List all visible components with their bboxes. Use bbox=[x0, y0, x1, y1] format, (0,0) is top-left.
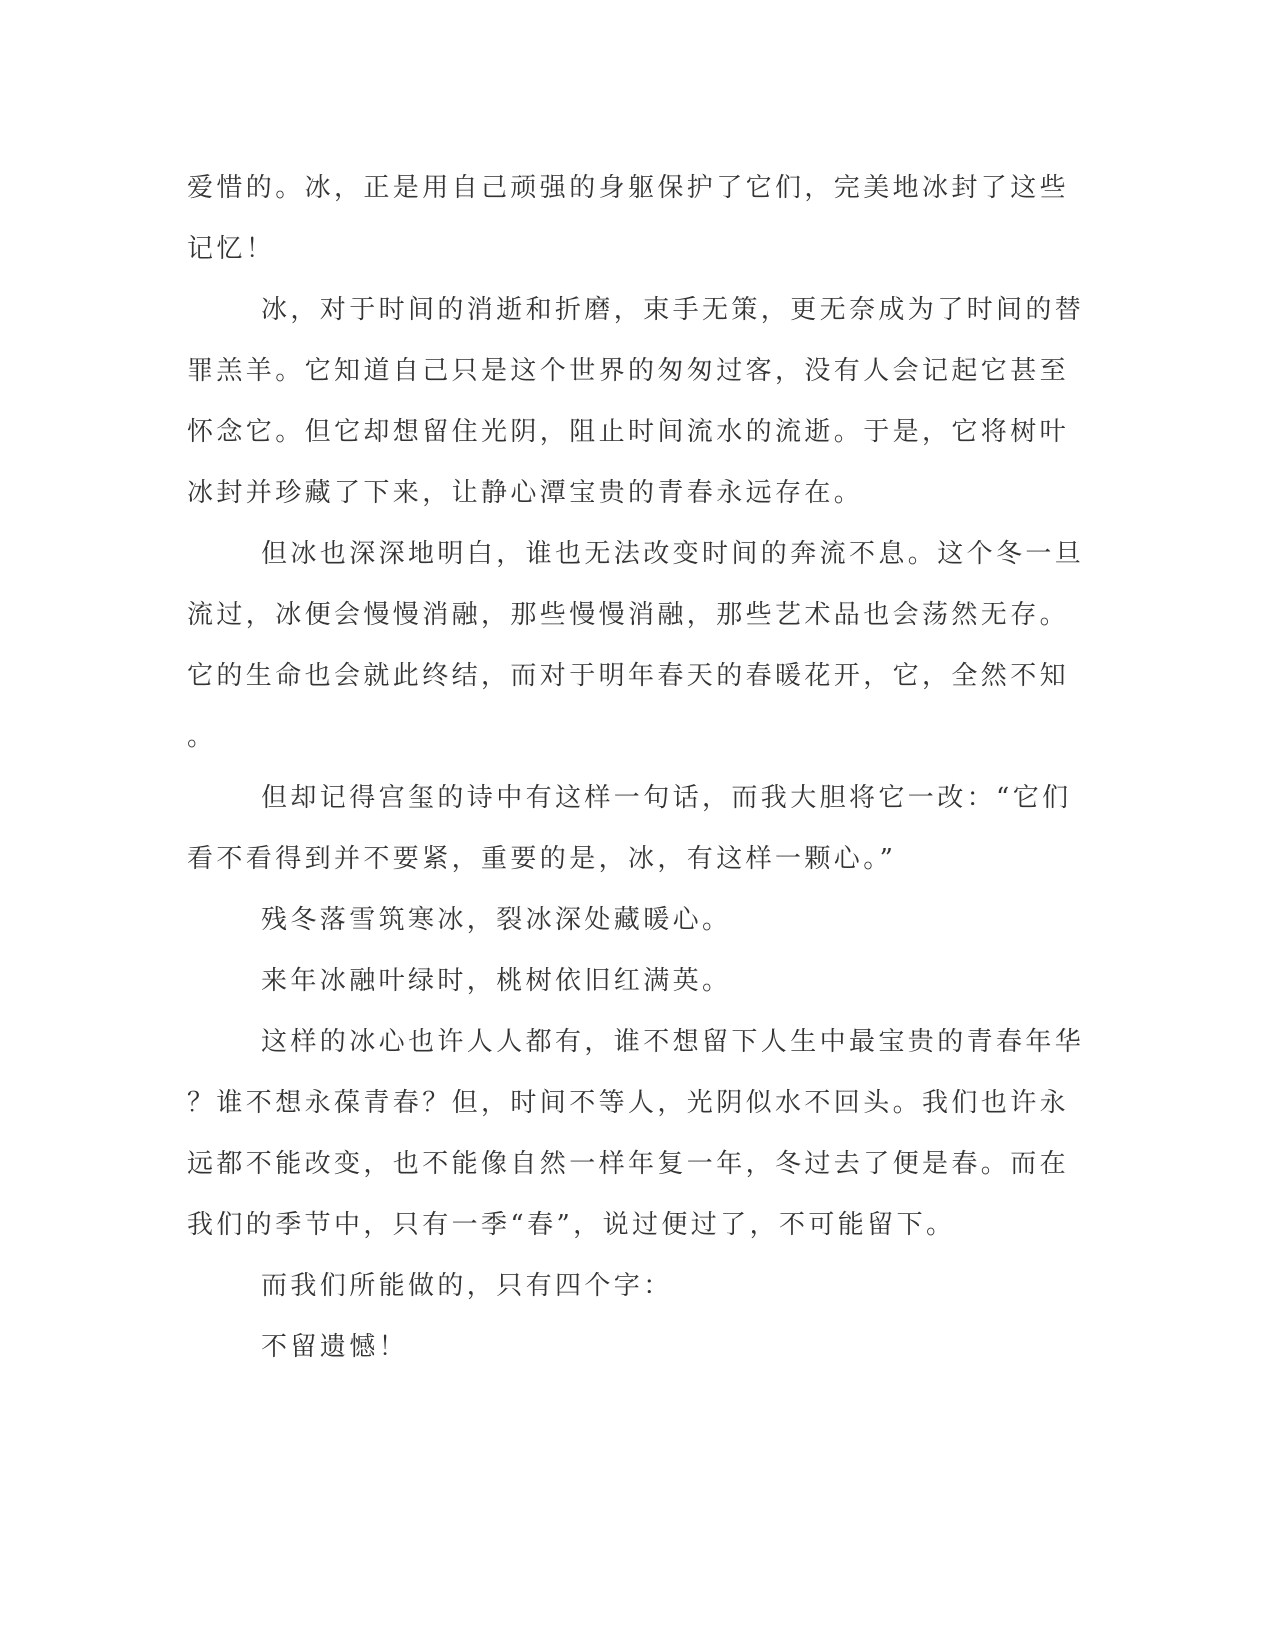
text-line: 远都不能改变，也不能像自然一样年复一年，冬过去了便是春。而在 bbox=[187, 1149, 1070, 1179]
text-line: 而我们所能做的，只有四个字： bbox=[261, 1271, 673, 1301]
text-line: 冰封并珍藏了下来，让静心潭宝贵的青春永远存在。 bbox=[187, 478, 864, 508]
poem-line: 来年冰融叶绿时，桃树依旧红满英。 bbox=[261, 966, 732, 996]
text-line: 罪羔羊。它知道自己只是这个世界的匆匆过客，没有人会记起它甚至 bbox=[187, 356, 1070, 386]
text-line: 这样的冰心也许人人都有，谁不想留下人生中最宝贵的青春年华 bbox=[261, 1027, 1085, 1057]
poem-line: 残冬落雪筑寒冰，裂冰深处藏暖心。 bbox=[261, 905, 732, 935]
text-line: 怀念它。但它却想留住光阴，阻止时间流水的流逝。于是，它将树叶 bbox=[187, 417, 1070, 447]
text-line: 。 bbox=[187, 722, 217, 752]
body-text bbox=[187, 158, 1085, 1378]
text-line: 我们的季节中，只有一季“春”，说过便过了，不可能留下。 bbox=[187, 1210, 956, 1240]
text-line: 不留遗憾！ bbox=[261, 1332, 409, 1362]
text-line: ？谁不想永葆青春？但，时间不等人，光阴似水不回头。我们也许永 bbox=[187, 1088, 1070, 1118]
text-line: 流过，冰便会慢慢消融，那些慢慢消融，那些艺术品也会荡然无存。 bbox=[187, 600, 1070, 630]
text-line: 记忆！ bbox=[187, 234, 276, 264]
text-line: 但冰也深深地明白，谁也无法改变时间的奔流不息。这个冬一旦 bbox=[261, 539, 1085, 569]
text-line: 看不看得到并不要紧，重要的是，冰，有这样一颗心。” bbox=[187, 844, 897, 874]
text-line: 但却记得宫玺的诗中有这样一句话，而我大胆将它一改：“它们 bbox=[261, 783, 1072, 813]
text-line: 冰，对于时间的消逝和折磨，束手无策，更无奈成为了时间的替 bbox=[261, 295, 1085, 325]
text-line: 它的生命也会就此终结，而对于明年春天的春暖花开，它，全然不知 bbox=[187, 661, 1070, 691]
text-line: 爱惜的。冰，正是用自己顽强的身躯保护了它们，完美地冰封了这些 bbox=[187, 173, 1070, 203]
